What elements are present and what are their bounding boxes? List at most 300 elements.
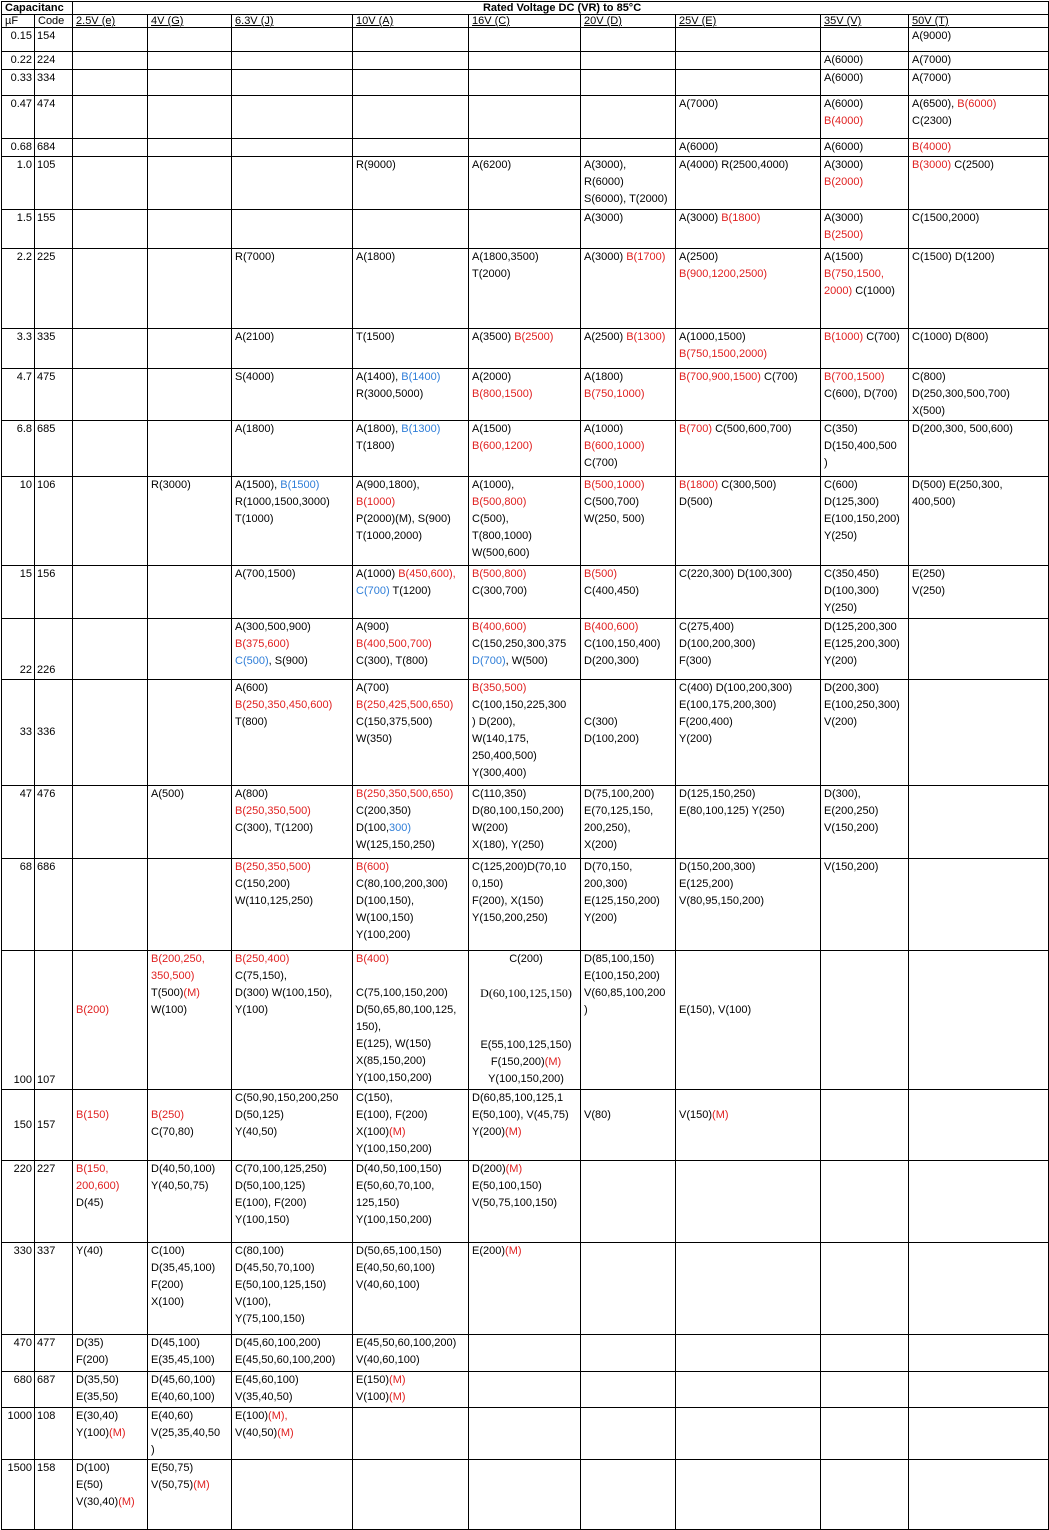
rating-cell-50v bbox=[909, 1460, 1049, 1530]
case-code-text: V(200) bbox=[824, 716, 858, 728]
rating-cell-35v bbox=[821, 951, 909, 1090]
case-code-text: V(100), bbox=[235, 1296, 272, 1308]
rating-cell-50v bbox=[909, 859, 1049, 951]
capacitance-code: 154 bbox=[35, 28, 73, 52]
case-code-text: A(1800) bbox=[356, 251, 396, 263]
case-code-text: S(4000) bbox=[235, 371, 275, 383]
capacitance-value: 0.68 bbox=[2, 139, 35, 157]
rating-cell-50v bbox=[909, 566, 1049, 619]
case-code-text: B(1000) bbox=[356, 496, 396, 508]
case-code-text: Y(100) bbox=[76, 1427, 110, 1439]
rating-cell-10v bbox=[353, 70, 469, 96]
case-code-text: C(200) bbox=[509, 953, 543, 965]
case-code-text: Y(100) bbox=[235, 1004, 269, 1016]
case-code-text: E(100,150,200) bbox=[584, 970, 660, 982]
table-row bbox=[2, 139, 1049, 157]
case-code-text: T(800) bbox=[235, 716, 268, 728]
case-code-text: Y(100,150,200) bbox=[356, 1072, 432, 1084]
case-code-text: B(750,1500,2000) bbox=[679, 348, 768, 360]
case-code-text: B(250,350,500) bbox=[235, 861, 311, 873]
case-code-text: C(500), bbox=[472, 513, 509, 525]
rating-cell-2v5 bbox=[73, 52, 148, 70]
case-code-text: A(3000) bbox=[584, 251, 627, 263]
capacitor-rating-table bbox=[1, 1, 1049, 1530]
case-code-text: C(2300) bbox=[912, 115, 952, 127]
case-code-text: A(1800), bbox=[356, 423, 402, 435]
rating-cell-10v bbox=[353, 786, 469, 859]
case-code-text: D(125,150,250) bbox=[679, 788, 756, 800]
case-code-text: D(45,50,70,100) bbox=[235, 1262, 315, 1274]
case-code-text: V(150) bbox=[679, 1109, 713, 1121]
case-code-text: B(150) bbox=[76, 1109, 110, 1121]
capacitance-value: 100 bbox=[2, 951, 35, 1090]
capacitance-code: 107 bbox=[35, 951, 73, 1090]
case-code-text: C(500,600,700) bbox=[712, 423, 792, 435]
rating-cell-6v3 bbox=[232, 619, 353, 680]
case-code-text: D(70,150, bbox=[584, 861, 633, 873]
case-code-text: C(300), T(800) bbox=[356, 655, 428, 667]
case-code-text: B(6000) bbox=[957, 98, 997, 110]
case-code-text: B(1500) bbox=[280, 479, 320, 491]
case-code-text: C(1500,2000) bbox=[912, 212, 980, 224]
table-row bbox=[2, 786, 1049, 859]
rating-cell-20v bbox=[581, 680, 676, 786]
rating-cell-50v bbox=[909, 329, 1049, 369]
case-code-text: A(3000), bbox=[584, 159, 627, 171]
case-code-text: A(6200) bbox=[472, 159, 512, 171]
table-row bbox=[2, 210, 1049, 249]
rating-cell-4v bbox=[148, 786, 232, 859]
case-code-text: (M) bbox=[389, 1374, 406, 1386]
rating-cell-25v bbox=[676, 210, 821, 249]
rating-cell-4v bbox=[148, 1372, 232, 1408]
case-code-text: R(9000) bbox=[356, 159, 396, 171]
rating-cell-35v bbox=[821, 139, 909, 157]
case-code-text: B(1400) bbox=[401, 371, 441, 383]
rating-cell-2v5 bbox=[73, 210, 148, 249]
case-code-text: A(9000) bbox=[912, 30, 952, 42]
case-code-text: Y(100,150,200) bbox=[356, 1214, 432, 1226]
case-code-text: F(200) bbox=[151, 1279, 184, 1291]
rating-cell-6v3 bbox=[232, 139, 353, 157]
capacitance-code: 156 bbox=[35, 566, 73, 619]
case-code-text: B(2500) bbox=[514, 331, 554, 343]
case-code-text: Y(75,100,150) bbox=[235, 1313, 305, 1325]
case-code-text: T(1200) bbox=[389, 585, 432, 597]
case-code-text: V(30,40) bbox=[76, 1496, 119, 1508]
case-code-text: C(70,80) bbox=[151, 1126, 194, 1138]
case-code-text: V(150,200) bbox=[824, 861, 879, 873]
rating-cell-50v bbox=[909, 1372, 1049, 1408]
rating-cell-16v bbox=[469, 1408, 581, 1460]
case-code-text: Y(100,150) bbox=[235, 1214, 290, 1226]
case-code-text: B(250,400) bbox=[235, 953, 290, 965]
capacitance-code: 686 bbox=[35, 859, 73, 951]
case-code-text: E(45,50,60,100,200) bbox=[356, 1337, 457, 1349]
rating-cell-16v bbox=[469, 249, 581, 329]
case-code-text: B(1000) bbox=[824, 331, 864, 343]
rating-cell-4v bbox=[148, 329, 232, 369]
rating-cell-10v bbox=[353, 28, 469, 52]
case-code-text: D(200,300) bbox=[824, 682, 880, 694]
case-code-text: W(125,150,250) bbox=[356, 839, 435, 851]
rating-cell-4v bbox=[148, 1243, 232, 1335]
case-code-text: X(200) bbox=[584, 839, 618, 851]
capacitance-code: 476 bbox=[35, 786, 73, 859]
case-code-text: F(200), X(150) bbox=[472, 895, 544, 907]
case-code-text: V(40,60,100) bbox=[356, 1279, 420, 1291]
case-code-text: S(6000), T(2000) bbox=[584, 193, 668, 205]
rating-cell-4v bbox=[148, 477, 232, 566]
case-code-text: Y(300,400) bbox=[472, 767, 527, 779]
case-code-text: Y(250) bbox=[824, 530, 858, 542]
rating-cell-2v5 bbox=[73, 1408, 148, 1460]
case-code-text: A(2500) bbox=[584, 331, 627, 343]
rating-cell-10v bbox=[353, 1335, 469, 1372]
table-row bbox=[2, 477, 1049, 566]
case-code-text: A(500) bbox=[151, 788, 185, 800]
rating-cell-2v5 bbox=[73, 369, 148, 421]
case-code-text: E(35,45,100) bbox=[151, 1354, 215, 1366]
capacitance-code: 334 bbox=[35, 70, 73, 96]
case-code-text: E(250) bbox=[912, 568, 946, 580]
rating-cell-6v3 bbox=[232, 157, 353, 210]
case-code-text: A(1800) bbox=[584, 371, 624, 383]
rating-cell-35v bbox=[821, 369, 909, 421]
case-code-text: A(6000) bbox=[824, 72, 864, 84]
case-code-text: X(100) bbox=[356, 1126, 390, 1138]
case-code-text: Y(200) bbox=[679, 733, 713, 745]
table-row bbox=[2, 249, 1049, 329]
case-code-text: X(180), Y(250) bbox=[472, 839, 544, 851]
case-code-text: (M) bbox=[277, 1427, 294, 1439]
case-code-text: (M) bbox=[505, 1163, 523, 1175]
rating-cell-10v bbox=[353, 157, 469, 210]
rating-cell-6v3 bbox=[232, 329, 353, 369]
case-code-text: C(100) bbox=[151, 1245, 185, 1257]
rating-cell-25v bbox=[676, 157, 821, 210]
case-code-text: A(6500), bbox=[912, 98, 958, 110]
case-code-text: A(1000), bbox=[472, 479, 515, 491]
case-code-text: E(100) bbox=[235, 1410, 269, 1422]
rating-cell-50v bbox=[909, 421, 1049, 477]
case-code-text: 350,500) bbox=[151, 970, 195, 982]
voltage-header-10v: 10V (A) bbox=[353, 15, 469, 28]
rating-cell-2v5 bbox=[73, 1161, 148, 1243]
rating-cell-25v bbox=[676, 619, 821, 680]
case-code-text: F(150,200) bbox=[490, 1056, 545, 1068]
rating-cell-35v bbox=[821, 786, 909, 859]
case-code-text: A(900,1800), bbox=[356, 479, 420, 491]
case-code-text: (M) bbox=[389, 1391, 406, 1403]
case-code-text: Y(200) bbox=[472, 1126, 506, 1138]
rating-cell-2v5 bbox=[73, 157, 148, 210]
case-code-text: B(400,500,700) bbox=[356, 638, 432, 650]
rating-cell-25v bbox=[676, 1408, 821, 1460]
rating-cell-6v3 bbox=[232, 1161, 353, 1243]
case-code-text: C(500,700) bbox=[584, 496, 640, 508]
rating-cell-4v bbox=[148, 52, 232, 70]
case-code-text: E(50,100), V(45,75) bbox=[472, 1109, 569, 1121]
rating-cell-6v3 bbox=[232, 951, 353, 1090]
case-code-text: T(1000) bbox=[235, 513, 274, 525]
rating-cell-16v bbox=[469, 96, 581, 139]
case-code-text: 0,150) bbox=[472, 878, 504, 890]
case-code-text: ) bbox=[151, 1444, 155, 1456]
capacitance-code: 337 bbox=[35, 1243, 73, 1335]
rating-cell-25v bbox=[676, 566, 821, 619]
capacitance-code: 105 bbox=[35, 157, 73, 210]
case-code-text: B(250) bbox=[151, 1109, 185, 1121]
case-code-text: F(200,400) bbox=[679, 716, 733, 728]
table-row bbox=[2, 1243, 1049, 1335]
case-code-text: B(700,1500) bbox=[824, 371, 885, 383]
rating-cell-20v bbox=[581, 1408, 676, 1460]
case-code-text: D(85,100,150) bbox=[584, 953, 655, 965]
case-code-text: B(250,425,500,650) bbox=[356, 699, 454, 711]
capacitance-value: 680 bbox=[2, 1372, 35, 1408]
rating-cell-35v bbox=[821, 421, 909, 477]
case-code-text: B(200,250, bbox=[151, 953, 205, 965]
case-code-text: A(600) bbox=[235, 682, 269, 694]
case-code-text: E(50,100,150) bbox=[472, 1180, 542, 1192]
case-code-text: A(1800) bbox=[235, 423, 275, 435]
case-code-text: B(250,350,450,600) bbox=[235, 699, 333, 711]
case-code-text: Y(40,50,75) bbox=[151, 1180, 209, 1192]
case-code-text: B(400,600) bbox=[472, 621, 527, 633]
case-code-text: T(1800) bbox=[356, 440, 395, 452]
rating-cell-50v bbox=[909, 786, 1049, 859]
rating-cell-50v bbox=[909, 210, 1049, 249]
table-row bbox=[2, 859, 1049, 951]
rating-cell-10v bbox=[353, 566, 469, 619]
capacitance-code: 335 bbox=[35, 329, 73, 369]
rating-cell-2v5 bbox=[73, 1090, 148, 1161]
rating-cell-20v bbox=[581, 157, 676, 210]
capacitance-code: 336 bbox=[35, 680, 73, 786]
case-code-text: E(200,250) bbox=[824, 805, 879, 817]
rating-cell-50v bbox=[909, 1408, 1049, 1460]
table-row bbox=[2, 680, 1049, 786]
rating-cell-20v bbox=[581, 1372, 676, 1408]
rating-cell-50v bbox=[909, 1090, 1049, 1161]
rating-cell-4v bbox=[148, 951, 232, 1090]
rating-cell-2v5 bbox=[73, 28, 148, 52]
table-row bbox=[2, 421, 1049, 477]
case-code-text: V(80) bbox=[584, 1109, 611, 1121]
case-code-text: E(45,50,60,100,200) bbox=[235, 1354, 336, 1366]
case-code-text: A(1800,3500) bbox=[472, 251, 539, 263]
table-row bbox=[2, 1408, 1049, 1460]
rating-cell-2v5 bbox=[73, 477, 148, 566]
rating-cell-25v bbox=[676, 52, 821, 70]
rating-cell-4v bbox=[148, 96, 232, 139]
case-code-text: A(1000) bbox=[356, 568, 399, 580]
case-code-text: B(2500) bbox=[824, 229, 864, 241]
capacitance-code: 474 bbox=[35, 96, 73, 139]
capacitance-code: 158 bbox=[35, 1460, 73, 1530]
rating-cell-16v bbox=[469, 210, 581, 249]
case-code-text: A(3000) bbox=[824, 159, 864, 171]
case-code-text: V(50,75) bbox=[151, 1479, 194, 1491]
case-code-text: V(35,40,50) bbox=[235, 1391, 293, 1403]
case-code-text: D(200,300) bbox=[584, 655, 640, 667]
rating-cell-25v bbox=[676, 680, 821, 786]
rating-cell-35v bbox=[821, 96, 909, 139]
case-code-text: Y(100,150,200) bbox=[488, 1073, 564, 1085]
case-code-text: C(700) bbox=[760, 371, 798, 383]
case-code-text: D(700) bbox=[472, 655, 506, 667]
rating-cell-20v bbox=[581, 619, 676, 680]
case-code-text: C(125,200)D(70,10 bbox=[472, 861, 567, 873]
rating-cell-20v bbox=[581, 28, 676, 52]
rating-cell-10v bbox=[353, 1243, 469, 1335]
rating-cell-6v3 bbox=[232, 1335, 353, 1372]
case-code-text: , W(500) bbox=[505, 655, 548, 667]
case-code-text: C(80,100,200,300) bbox=[356, 878, 448, 890]
case-code-text: E(125,150,200) bbox=[584, 895, 660, 907]
rating-cell-35v bbox=[821, 1372, 909, 1408]
case-code-text: C(80,100) bbox=[235, 1245, 284, 1257]
case-code-text: D(125,200,300 bbox=[824, 621, 897, 633]
case-code-text: C(350) bbox=[824, 423, 858, 435]
case-code-text: (M) bbox=[544, 1056, 562, 1068]
rating-cell-20v bbox=[581, 1161, 676, 1243]
case-code-text: A(3000) bbox=[584, 212, 624, 224]
case-code-text: W(500,600) bbox=[472, 547, 530, 559]
rating-cell-20v bbox=[581, 52, 676, 70]
capacitance-code: 226 bbox=[35, 619, 73, 680]
rating-cell-25v bbox=[676, 70, 821, 96]
table-row bbox=[2, 566, 1049, 619]
voltage-header-4v: 4V (G) bbox=[148, 15, 232, 28]
rating-cell-25v bbox=[676, 859, 821, 951]
case-code-text: R(7000) bbox=[235, 251, 275, 263]
case-code-text: E(80,100,125) Y(250) bbox=[679, 805, 785, 817]
case-code-text: B(1800) bbox=[721, 212, 761, 224]
rating-cell-6v3 bbox=[232, 96, 353, 139]
case-code-text: T(800,1000) bbox=[472, 530, 532, 542]
case-code-text: D(100,200,300) bbox=[679, 638, 756, 650]
case-code-text: E(35,50) bbox=[76, 1391, 119, 1403]
case-code-text: B(4000) bbox=[912, 141, 952, 153]
capacitance-value: 0.33 bbox=[2, 70, 35, 96]
case-code-text: T(2000) bbox=[472, 268, 511, 280]
case-code-text: D(40,50,100,150) bbox=[356, 1163, 442, 1175]
capacitance-value: 47 bbox=[2, 786, 35, 859]
rating-cell-2v5 bbox=[73, 1335, 148, 1372]
capacitance-value: 4.7 bbox=[2, 369, 35, 421]
rating-cell-4v bbox=[148, 1090, 232, 1161]
rating-cell-10v bbox=[353, 1090, 469, 1161]
rating-cell-10v bbox=[353, 1408, 469, 1460]
table-row bbox=[2, 70, 1049, 96]
case-code-text: (M) bbox=[118, 1496, 135, 1508]
case-code-text: B(150, bbox=[76, 1163, 109, 1175]
rating-cell-25v bbox=[676, 96, 821, 139]
case-code-text: E(30,40) bbox=[76, 1410, 119, 1422]
case-code-text: E(40,60,100) bbox=[151, 1391, 215, 1403]
rating-cell-20v bbox=[581, 70, 676, 96]
case-code-text: E(50,60,70,100, bbox=[356, 1180, 435, 1192]
rating-cell-20v bbox=[581, 249, 676, 329]
capacitance-value: 15 bbox=[2, 566, 35, 619]
rating-cell-20v bbox=[581, 421, 676, 477]
rating-cell-35v bbox=[821, 1090, 909, 1161]
case-code-text: B(1300) bbox=[401, 423, 441, 435]
table-row bbox=[2, 1335, 1049, 1372]
rating-cell-50v bbox=[909, 951, 1049, 1090]
case-code-text: D(300) W(100,150), bbox=[235, 987, 333, 999]
rating-cell-20v bbox=[581, 96, 676, 139]
case-code-text: Y(100,150,200) bbox=[356, 1143, 432, 1155]
rating-cell-16v bbox=[469, 1372, 581, 1408]
case-code-text: C(75,150), bbox=[235, 970, 287, 982]
case-code-text: E(100), F(200) bbox=[235, 1197, 307, 1209]
capacitance-header: Capacitanc bbox=[2, 2, 73, 15]
rating-cell-4v bbox=[148, 157, 232, 210]
capacitance-value: 22 bbox=[2, 619, 35, 680]
case-code-text: A(700) bbox=[356, 682, 390, 694]
case-code-text: E(50,75) bbox=[151, 1462, 194, 1474]
rating-cell-6v3 bbox=[232, 1372, 353, 1408]
case-code-text: B(600) bbox=[356, 861, 390, 873]
case-code-text: C(350,450) bbox=[824, 568, 880, 580]
case-code-text: C(700) bbox=[863, 331, 900, 343]
case-code-text: (M) bbox=[505, 1126, 522, 1138]
rating-cell-35v bbox=[821, 477, 909, 566]
rating-cell-35v bbox=[821, 1161, 909, 1243]
table-row bbox=[2, 369, 1049, 421]
capacitance-value: 10 bbox=[2, 477, 35, 566]
case-code-text: D(75,100,200) bbox=[584, 788, 655, 800]
case-code-text: D(200) bbox=[472, 1163, 506, 1175]
case-code-text: W(250, 500) bbox=[584, 513, 645, 525]
case-code-text: E(125,200,300) bbox=[824, 638, 900, 650]
voltage-header-2v5: 2.5V (e) bbox=[73, 15, 148, 28]
case-code-text: 400,500) bbox=[912, 496, 956, 508]
rating-cell-25v bbox=[676, 1090, 821, 1161]
rating-cell-50v bbox=[909, 619, 1049, 680]
rating-cell-6v3 bbox=[232, 1090, 353, 1161]
case-code-text: V(80,95,150,200) bbox=[679, 895, 765, 907]
rating-cell-25v bbox=[676, 951, 821, 1090]
rating-cell-16v bbox=[469, 1090, 581, 1161]
capacitance-code: 684 bbox=[35, 139, 73, 157]
rating-cell-4v bbox=[148, 210, 232, 249]
case-code-text: D(45,100) bbox=[151, 1337, 200, 1349]
case-code-text: (M) bbox=[183, 987, 200, 999]
table-row bbox=[2, 52, 1049, 70]
rating-cell-50v bbox=[909, 680, 1049, 786]
case-code-text: B(400) bbox=[356, 953, 390, 965]
rating-cell-20v bbox=[581, 139, 676, 157]
rating-cell-4v bbox=[148, 859, 232, 951]
capacitance-value: 0.22 bbox=[2, 52, 35, 70]
case-code-text: E(45,60,100) bbox=[235, 1374, 299, 1386]
rating-cell-50v bbox=[909, 369, 1049, 421]
case-code-text: V(50,75,100,150) bbox=[472, 1197, 558, 1209]
table-row bbox=[2, 619, 1049, 680]
rating-cell-4v bbox=[148, 680, 232, 786]
rating-cell-16v bbox=[469, 619, 581, 680]
case-code-text: E(50) bbox=[76, 1479, 103, 1491]
capacitance-value: 1500 bbox=[2, 1460, 35, 1530]
case-code-text: C(100,150,400) bbox=[584, 638, 661, 650]
case-code-text: A(1000,1500) bbox=[679, 331, 746, 343]
case-code-text: D(60,85,100,125,1 bbox=[472, 1092, 564, 1104]
rating-cell-35v bbox=[821, 680, 909, 786]
